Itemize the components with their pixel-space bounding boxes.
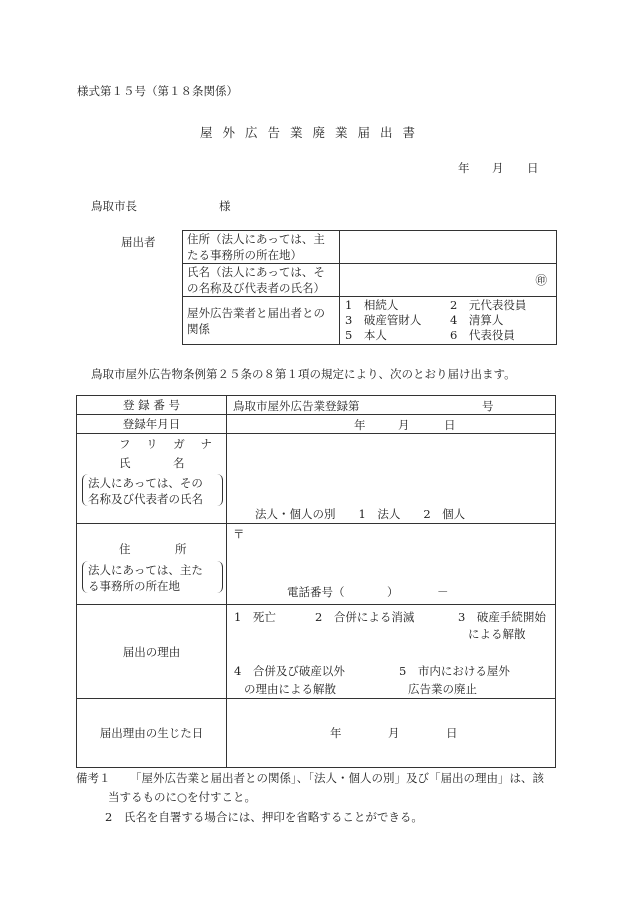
reason-label: 届出の理由 [77, 605, 227, 699]
relation-option-5[interactable]: 5 本人 [345, 328, 387, 342]
entity-type[interactable]: 法人・個人の別 1 法人 2 個人 [255, 507, 466, 521]
postal-mark: 〒 [233, 527, 245, 541]
reg-date-label: 登録年月日 [77, 415, 227, 434]
reg-number-label: 登 録 番 号 [77, 396, 227, 415]
addressee-mayor: 鳥取市長 [91, 199, 137, 213]
reason-options[interactable] [227, 605, 556, 699]
applicant-address-label: 住所（法人にあっては、主 たる事務所の所在地） [183, 231, 340, 264]
applicant-name-field[interactable] [340, 264, 557, 297]
reason-option-5-cont: 広告業の廃止 [408, 682, 477, 696]
seal-mark: ㊞ [535, 273, 547, 287]
relation-option-3[interactable]: 3 破産管財人 [345, 313, 422, 327]
relation-option-1[interactable]: 1 相続人 [345, 298, 399, 312]
statement: 鳥取市屋外広告物条例第２５条の８第１項の規定により、次のとおり届け出ます。 [91, 367, 516, 381]
phone-close: ） [387, 585, 399, 599]
document-title: 屋外広告業廃業届出書 [200, 125, 426, 140]
reg-date-field[interactable] [227, 415, 556, 434]
reg-date-day: 日 [444, 418, 456, 432]
name-note: 法人にあっては、その 名称及び代表者の氏名 [88, 476, 203, 506]
occurred-year: 年 [330, 726, 342, 740]
reason-option-3[interactable]: 3 破産手続開始 [458, 610, 546, 624]
date-day: 日 [527, 161, 539, 175]
name-label-a: 氏 [119, 456, 131, 470]
address-field[interactable] [227, 524, 556, 605]
remarks-note-1-cont: 当するものに○を付すこと。 [108, 790, 257, 804]
address-note: 法人にあっては、主た る事務所の所在地 [88, 563, 203, 593]
relation-option-2[interactable]: 2 元代表役員 [450, 298, 527, 312]
applicant-label: 届出者 [121, 235, 156, 249]
form-number: 様式第１５号（第１８条関係） [77, 84, 238, 98]
relation-option-4[interactable]: 4 清算人 [450, 313, 504, 327]
address-label-a: 住 [119, 542, 131, 556]
reason-option-5[interactable]: 5 市内における屋外 [399, 664, 510, 678]
occurred-date-field[interactable] [227, 699, 556, 768]
address-label-b: 所 [175, 542, 187, 556]
occurred-month: 月 [388, 726, 400, 740]
phone-label: 電話番号（ [287, 585, 345, 599]
reg-number-field[interactable] [227, 396, 556, 415]
applicant-table [182, 230, 557, 345]
reg-date-year: 年 [354, 418, 366, 432]
addressee-honorific: 様 [219, 199, 231, 213]
applicant-relation-label: 屋外広告業者と届出者との 関係 [183, 297, 340, 345]
occurred-date-label: 届出理由の生じた日 [77, 699, 227, 768]
remarks-note-2: 2 氏名を自署する場合には、押印を省略することができる。 [105, 810, 423, 824]
phone-dash: － [437, 585, 449, 599]
reg-number-suffix: 号 [482, 399, 494, 413]
reason-option-2[interactable]: 2 合併による消滅 [315, 610, 415, 624]
furigana-label: フ リ ガ ナ [119, 437, 218, 451]
name-label-b: 名 [173, 456, 185, 470]
applicant-address-field[interactable] [340, 231, 557, 264]
address-label-cell [77, 524, 227, 605]
applicant-relation-options[interactable] [340, 297, 557, 345]
name-field[interactable] [227, 434, 556, 524]
applicant-name-label: 氏名（法人にあっては、そ の名称及び代表者の氏名） [183, 264, 340, 297]
remarks-note-1: 「屋外広告業と届出者との関係」、「法人・個人の別」及び「届出の理由」は、該 [130, 771, 544, 785]
date-year: 年 [458, 161, 470, 175]
reason-option-1[interactable]: 1 死亡 [234, 610, 276, 624]
reg-date-month: 月 [398, 418, 410, 432]
name-label-cell [77, 434, 227, 524]
relation-option-6[interactable]: 6 代表役員 [450, 328, 515, 342]
reason-option-4-cont: の理由による解散 [244, 682, 336, 696]
occurred-day: 日 [446, 726, 458, 740]
registration-table [76, 395, 556, 768]
reg-number-prefix: 鳥取市屋外広告業登録第 [233, 399, 360, 413]
remarks-label: 備考１ [76, 771, 111, 785]
reason-option-3-cont: による解散 [468, 627, 526, 641]
date-month: 月 [492, 161, 504, 175]
reason-option-4[interactable]: 4 合併及び破産以外 [234, 664, 345, 678]
